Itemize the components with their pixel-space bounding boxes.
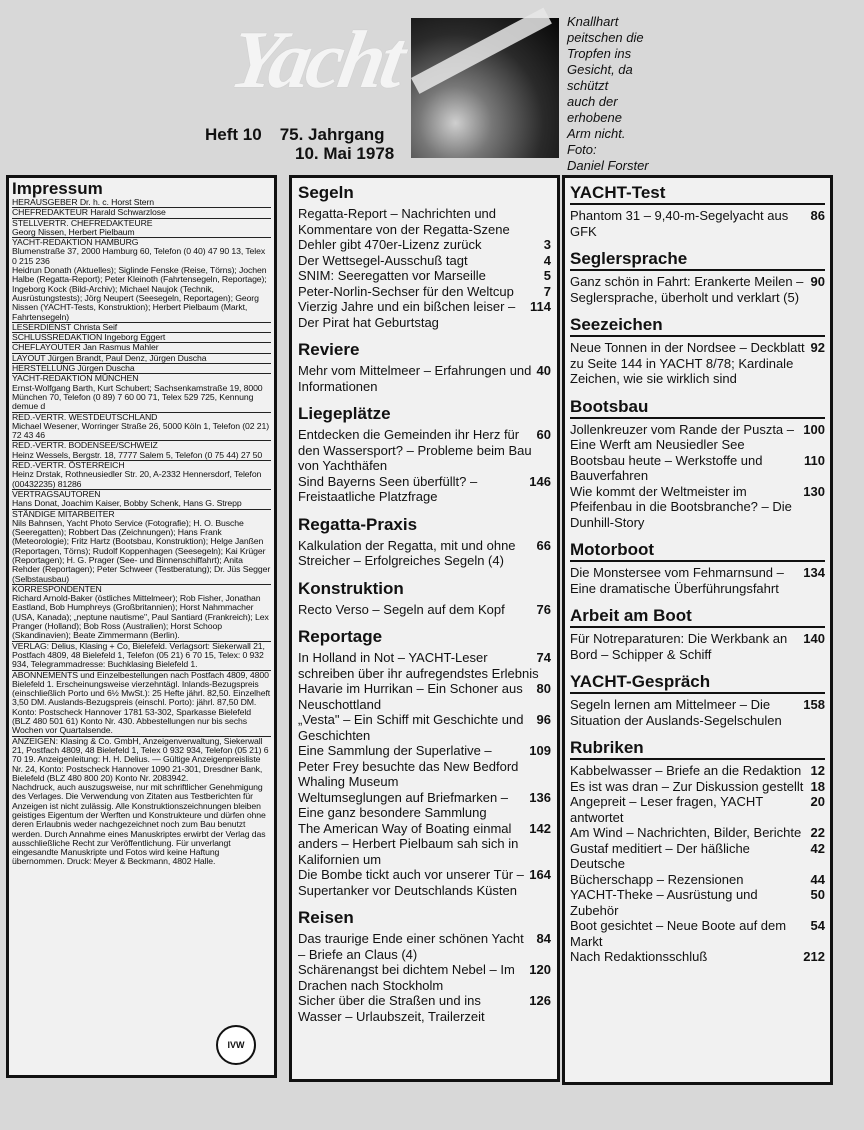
section-heading: Reportage	[298, 627, 383, 646]
toc-section	[298, 182, 551, 330]
entry-title: Dehler gibt 470er-Lizenz zurück	[298, 237, 482, 252]
entry-title: Vierzig Jahre und ein bißchen leiser – Der Pirat hat Geburtstag	[298, 299, 516, 330]
impressum-row: CHEFLAYOUTER Jan Rasmus Mahler	[12, 343, 271, 353]
impressum-row: CHEFREDAKTEUR Harald Schwarzlose	[12, 208, 271, 218]
impressum-row: HERSTELLUNG Jürgen Duscha	[12, 364, 271, 374]
page-number: 7	[543, 283, 551, 299]
toc-entry[interactable]	[570, 949, 825, 965]
page-number: 114	[530, 299, 551, 314]
page-number: 130	[803, 483, 825, 499]
toc-entry[interactable]	[570, 794, 825, 825]
entry-title: YACHT-Theke – Ausrüstung und Zubehör	[570, 887, 758, 918]
entry-title: Mehr vom Mittelmeer – Erfahrungen und Informationen	[298, 363, 532, 394]
toc-entry[interactable]	[298, 268, 551, 284]
toc-entry[interactable]	[570, 872, 825, 888]
impressum-title: Impressum	[12, 179, 103, 198]
toc-section	[570, 605, 825, 662]
page-number: 142	[529, 820, 551, 836]
entry-title: Am Wind – Nachrichten, Bilder, Berichte	[570, 825, 802, 840]
toc-entry[interactable]	[298, 602, 551, 618]
toc-right-column	[562, 175, 833, 1085]
toc-entry[interactable]	[570, 697, 825, 728]
page-number: 42	[810, 840, 825, 856]
entry-title: Sind Bayerns Seen überfüllt? – Freistaatliche Platzfrage	[298, 473, 478, 504]
toc-section	[298, 907, 551, 1024]
toc-entry[interactable]	[298, 931, 551, 962]
toc-section	[570, 539, 825, 596]
impressum-row: RED.-VERTR. WESTDEUTSCHLAND Michael Wesener, Worringer Straße 26, 5000 Köln 1, Telefon (02 21) 72 43 46	[12, 411, 270, 441]
impressum-row: YACHT-REDAKTION HAMBURG Blumenstraße 37, 2000 Hamburg 60, Telefon (0 40) 47 90 13, Telex 0 215 236 Heidrun Donath (Aktuelles); Siglinde Fenske (Reise, Törns); Jochen Halbe (Regatta-Report); Peter Kleinoth (Fahrtensegeln, Reportage); Ingeborg Kock (Bild-Archiv); Michael Naujok (Technik, Ausrüstungstests); Jörg Neupert (Seesegeln, Reportagen); Georg Nissen (YACHT-Tests, Konstruktion); Herbert Pielbaum (Markt, Fahrtensegeln)	[12, 238, 271, 323]
toc-section	[570, 671, 825, 728]
page-number: 212	[803, 949, 825, 964]
entry-title: The American Way of Boating einmal anders – Herbert Pielbaum sah sich in Kalifornien um	[298, 820, 519, 867]
toc-section	[570, 182, 825, 239]
impressum-row: LAYOUT Jürgen Brandt, Paul Denz, Jürgen Duscha	[12, 354, 271, 364]
entry-title: Segeln lernen am Mittelmeer – Die Situation der Auslands-Segelschulen	[570, 697, 782, 728]
page-number: 44	[810, 871, 825, 887]
section-heading: Motorboot	[570, 539, 825, 562]
toc-entry[interactable]	[298, 363, 551, 394]
toc-section	[298, 578, 551, 618]
page-number: 96	[536, 712, 551, 727]
toc-entry[interactable]	[570, 918, 825, 949]
caption-line: schützt	[567, 78, 609, 93]
caption-line: Daniel Forster	[567, 158, 649, 173]
impressum-row: ANZEIGEN: Klasing & Co. GmbH, Anzeigenverwaltung, Siekerwall 21, Postfach 4809, 48 Bielefeld 1, Telex 0 932 934, Telefon (05 21) 6 70 19. Anzeigenleitung: H. H. Delius. — Gültige Anzeigenpreisliste Nr. 24, Konto: Postscheck Hannover 1090 21-301, Dresdner Bank, Bielefeld (BLZ 480 800 20) Konto Nr. 2083942. Nachdruck, auch auszugsweise, nur mit schriftlicher Genehmigung des Verlages. Die Verwendung von Zitaten aus Testberichten für Anzeigen ist nicht zulässig. Alle Konstruktionszeichnungen bleiben geistiges Eigentum der Werften und Konstrukteure und dürfen ohne deren Erlaubnis weder nachgezeichnet noch zum Bau benutzt werden. Durch Annahme eines Manuskriptes erwirbt der Verlag das ausschließliche Recht zur Veröffentlichung. Für unverlangt eingesandte Manuskripte und Fotos wird keine Haftung übernommen. Druck: Meyer & Beckmann, 4802 Halle.	[12, 735, 269, 867]
page-number: 74	[536, 650, 551, 665]
jahrgang: 75. Jahrgang	[279, 125, 385, 144]
toc-entry[interactable]	[298, 299, 551, 330]
cover-photo	[411, 18, 559, 158]
caption-line: Foto:	[567, 142, 597, 157]
toc-section	[570, 314, 825, 387]
impressum-row: STELLVERTR. CHEFREDAKTEURE Georg Nissen, Herbert Pielbaum	[12, 219, 271, 239]
section-heading: Konstruktion	[298, 578, 404, 598]
impressum-row: STÄNDIGE MITARBEITER Nils Bahnsen, Yacht Photo Service (Fotografie); H. O. Busche (Seeregatten); Robbert Das (Zeichnungen); Hans Frank (Meteorologie); Fritz Hartz (Bootsbau, Konstruktion); Helge Janßen (Reportagen, Törns); Rudolf Koppenhagen (Seesegeln); Kai Krüger (Reportagen); H. G. Prager (See- und Binnenschiffahrt); Anita Rehder (Reportagen); Peter Schweer (Testberatung); Dr. Jüs Segger (Selbstausbau)	[12, 508, 271, 584]
page-number: 136	[529, 789, 551, 805]
page-number: 54	[810, 918, 825, 933]
caption-line: erhobene	[567, 110, 622, 125]
section-heading: Arbeit am Boot	[570, 605, 825, 628]
entry-title: Boot gesichtet – Neue Boote auf dem Markt	[570, 918, 787, 949]
toc-entry[interactable]	[570, 779, 825, 795]
toc-entry[interactable]	[298, 538, 551, 569]
entry-title: Es ist was dran – Zur Diskussion gestellt	[570, 778, 804, 794]
page-number: 84	[536, 931, 551, 946]
toc-entry[interactable]	[570, 631, 825, 662]
page-number: 110	[804, 452, 825, 468]
toc-entry[interactable]	[298, 253, 551, 269]
toc-entry[interactable]	[298, 743, 551, 790]
page-number: 100	[803, 421, 825, 437]
entry-title: Recto Verso – Segeln auf dem Kopf	[298, 601, 505, 617]
toc-entry[interactable]	[298, 650, 551, 681]
toc-entry[interactable]	[298, 993, 551, 1024]
entry-title: Ganz schön in Fahrt: Erankerte Meilen – Seglersprache, überholt und verklart (5)	[570, 274, 804, 305]
toc-entry[interactable]	[298, 427, 551, 474]
entry-title: Eine Sammlung der Superlative – Peter Frey besuchte das New Bedford Whaling Museum	[298, 743, 519, 789]
impressum-row: YACHT-REDAKTION MÜNCHEN Ernst-Wolfgang Barth, Kurt Schubert; Sachsenkamstraße 19, 8000 München 70, Telefon (0 89) 7 60 00 71, Telex 529 725, Kennung demue d	[12, 374, 271, 412]
heft-number: Heft 10	[205, 125, 262, 144]
page-number: 22	[810, 825, 825, 840]
section-heading: Reisen	[298, 908, 354, 927]
section-heading: YACHT-Test	[570, 182, 825, 205]
toc-section	[298, 339, 551, 394]
section-heading: Liegeplätze	[298, 404, 391, 423]
section-heading: Seezeichen	[570, 314, 825, 337]
entry-title: Wie kommt der Weltmeister im Pfeifenbau in die Bootsbranche? – Die Dunhill-Story	[570, 483, 792, 530]
toc-entry[interactable]	[298, 790, 551, 821]
issue-date: 10. Mai 1978	[295, 144, 395, 163]
entry-title: Neue Tonnen in der Nordsee – Deckblatt zu Seite 144 in YACHT 8/78; Kardinale Zeichen, wie sie wirklich sind	[570, 340, 805, 386]
entry-title: SNIM: Seeregatten vor Marseille	[298, 268, 486, 283]
section-heading: Reviere	[298, 340, 360, 359]
toc-entry[interactable]	[570, 484, 825, 531]
section-heading: Bootsbau	[570, 396, 825, 419]
section-heading: Regatta-Praxis	[298, 514, 418, 534]
entry-title: Jollenkreuzer vom Rande der Puszta – Eine Werft am Neusiedler See	[570, 421, 795, 452]
impressum-row: VERLAG: Delius, Klasing + Co, Bielefeld. Verlagsort: Siekerwall 21, Postfach 4809, 48 Bielefeld 1, Telefon (05 21) 6 70 15, Telex: 0 932 934, Telegrammadresse: Buchklasing Bielefeld 1.	[12, 642, 271, 671]
entry-title: Nach Redaktionsschluß	[570, 949, 708, 964]
impressum-row: KORRESPONDENTEN Richard Arnold-Baker (östliches Mittelmeer); Rob Fisher, Jonathan Eastland, Bob Humphreys (Großbritannien); Horst Nahmmacher (USA, Kanada); „neptune nautisme", Paul Santiard (Frankreich); Lex Pranger (Holland); Bob Ross (Australien); Horst Schoop (Skandinavien); Beate Zimmermann (Berlin).	[12, 585, 271, 642]
photo-caption	[567, 14, 687, 174]
toc-entry[interactable]	[298, 284, 551, 300]
page-number: 4	[543, 252, 551, 268]
entry-title: Regatta-Report – Nachrichten und Kommentare von der Regatta-Szene	[298, 206, 510, 237]
page-number: 60	[536, 427, 551, 442]
caption-line: Knallhart	[567, 14, 619, 29]
page-number: 12	[810, 763, 825, 778]
entry-title: In Holland in Not – YACHT-Leser schreiben über ihr aufregendstes Erlebnis	[298, 650, 539, 681]
caption-line: Arm nicht.	[567, 126, 626, 141]
toc-entry[interactable]	[298, 712, 551, 743]
caption-line: auch der	[567, 94, 618, 109]
toc-entry[interactable]	[298, 962, 551, 993]
toc-entry[interactable]	[570, 887, 825, 918]
entry-title: Weltumseglungen auf Briefmarken – Eine ganz besondere Sammlung	[298, 789, 509, 820]
toc-section	[298, 403, 551, 505]
yacht-logo: Yacht	[223, 14, 409, 105]
toc-entry[interactable]	[570, 453, 825, 484]
ivw-logo-icon: IVW	[216, 1025, 256, 1065]
toc-entry[interactable]	[570, 340, 825, 387]
page-number: 5	[543, 268, 551, 283]
page-number: 140	[803, 631, 825, 646]
impressum-row: HERAUSGEBER Dr. h. c. Horst Stern	[12, 198, 271, 208]
toc-entry[interactable]	[298, 474, 551, 505]
page-number: 126	[529, 993, 551, 1008]
impressum-row: SCHLUSSREDAKTION Ingeborg Eggert	[12, 333, 271, 343]
entry-title: Sicher über die Straßen und ins Wasser – Urlaubszeit, Trailerzeit	[298, 993, 485, 1024]
entry-title: Havarie im Hurrikan – Ein Schoner aus Neuschottland	[298, 681, 523, 712]
toc-section	[570, 248, 825, 305]
page-number: 134	[803, 565, 825, 580]
entry-title: Die Monstersee vom Fehmarnsund – Eine dramatische Überführungsfahrt	[570, 565, 784, 596]
section-heading: Rubriken	[570, 737, 825, 760]
page-number: 90	[810, 274, 825, 289]
entry-title: Bootsbau heute – Werkstoffe und Bauverfahren	[570, 452, 763, 483]
page-number: 109	[529, 743, 551, 758]
entry-title: Kabbelwasser – Briefe an die Redaktion	[570, 763, 802, 778]
toc-entry[interactable]	[570, 763, 825, 779]
toc-middle-column	[289, 175, 560, 1082]
toc-entry[interactable]	[570, 208, 825, 239]
toc-entry[interactable]	[298, 821, 551, 868]
toc-entry[interactable]	[570, 841, 825, 872]
page-number: 76	[536, 601, 551, 617]
entry-title: Peter-Norlin-Sechser für den Weltcup	[298, 283, 514, 299]
caption-line: Tropfen ins	[567, 46, 632, 61]
impressum-box	[6, 175, 277, 1078]
page-number: 50	[810, 887, 825, 902]
section-heading: Segeln	[298, 183, 354, 202]
page-number: 164	[529, 867, 551, 882]
impressum-row: LESERDIENST Christa Seif	[12, 323, 271, 333]
entry-title: Für Notreparaturen: Die Werkbank an Bord – Schipper & Schiff	[570, 631, 788, 662]
page-number: 18	[810, 778, 825, 794]
entry-title: „Vesta" – Ein Schiff mit Geschichte und Geschichten	[298, 712, 524, 743]
entry-title: Das traurige Ende einer schönen Yacht – Briefe an Claus (4)	[298, 931, 524, 962]
toc-entry[interactable]	[298, 237, 551, 253]
page-number: 3	[543, 237, 551, 252]
toc-section	[570, 737, 825, 965]
caption-line: peitschen die	[567, 30, 644, 45]
toc-entry[interactable]	[298, 206, 551, 237]
toc-entry[interactable]	[570, 825, 825, 841]
toc-section	[298, 514, 551, 569]
toc-entry[interactable]	[570, 422, 825, 453]
page-number: 92	[810, 340, 825, 355]
entry-title: Entdecken die Gemeinden ihr Herz für den Wassersport? – Probleme beim Bau von Yachthäfen	[298, 427, 532, 473]
toc-entry[interactable]	[298, 681, 551, 712]
page-number: 20	[810, 794, 825, 809]
toc-section	[570, 396, 825, 531]
toc-entry[interactable]	[570, 274, 825, 305]
page-number: 120	[529, 962, 551, 977]
issue-info	[205, 125, 394, 163]
entry-title: Die Bombe tickt auch vor unserer Tür – Supertanker vor Deutschlands Küsten	[298, 867, 524, 898]
entry-title: Angepreit – Leser fragen, YACHT antwortet	[570, 794, 763, 825]
section-heading: Seglersprache	[570, 248, 825, 271]
page-number: 146	[529, 473, 551, 489]
impressum-row: VERTRAGSAUTOREN Hans Donat, Joachim Kaiser, Bobby Schenk, Hans G. Strepp	[12, 490, 271, 510]
toc-entry[interactable]	[298, 867, 551, 898]
page-number: 158	[803, 697, 825, 712]
toc-section	[298, 626, 551, 898]
impressum-row: RED.-VERTR. ÖSTERREICH Heinz Drstak, Rothneusiedler Str. 20, A-2332 Hennersdorf, Telefon (00432235) 81286	[12, 461, 271, 490]
caption-line: Gesicht, da	[567, 62, 633, 77]
entry-title: Der Wettsegel-Ausschuß tagt	[298, 252, 468, 268]
entry-title: Phantom 31 – 9,40-m-Segelyacht aus GFK	[570, 208, 789, 239]
page-number: 40	[536, 363, 551, 378]
page-number: 80	[536, 681, 551, 696]
page-number: 66	[536, 537, 551, 553]
impressum-row: ABONNEMENTS und Einzelbestellungen nach Postfach 4809, 4800 Bielefeld 1. Erscheinungsweise vierzehntägl. Inlands-Bezugspreis (einschließlich Porto und 6½ MwSt.): 25 Hefte jährl. 82,50. Einzelheft 3,50 DM. Auslands-Bezugspreis (einschl. Porto): jährl. 87,50 DM. Konto: Postscheck Hannover 1781 53-302, Sparkasse Bielefeld (BLZ 480 501 61) Konto Nr. 430. Abbestellungen nur bis sechs Wochen vor Quartalsende.	[12, 669, 273, 736]
entry-title: Kalkulation der Regatta, mit und ohne Streicher – Erfolgreiches Segeln (4)	[298, 537, 516, 568]
entry-title: Bücherschapp – Rezensionen	[570, 871, 744, 887]
page-number: 86	[810, 208, 825, 223]
section-heading: YACHT-Gespräch	[570, 671, 825, 694]
entry-title: Schärenangst bei dichtem Nebel – Im Drachen nach Stockholm	[298, 962, 515, 993]
entry-title: Gustaf meditiert – Der häßliche Deutsche	[570, 840, 750, 871]
toc-entry[interactable]	[570, 565, 825, 596]
impressum-row: RED.-VERTR. BODENSEE/SCHWEIZ Heinz Wessels, Bergstr. 18, 7777 Salem 5, Telefon (0 75 44) 27 50	[12, 441, 271, 461]
